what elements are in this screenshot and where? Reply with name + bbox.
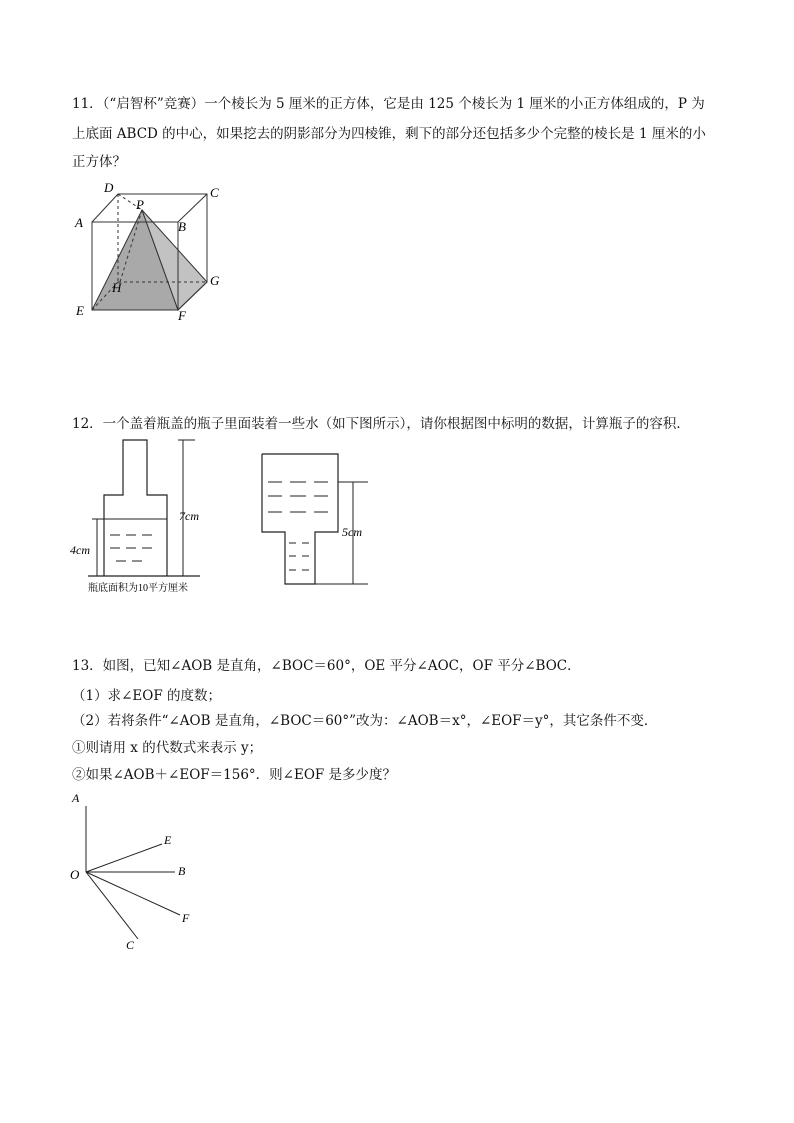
label-C: C (126, 938, 135, 952)
label-A: A (75, 215, 83, 230)
bottle-figure (70, 436, 370, 601)
q11-text-line1: 11．（“启智杯”竞赛）一个棱长为 5 厘米的正方体，它是由 125 个棱长为 1 厘米的小正方体组成的，P 为 (72, 96, 705, 112)
q13-text-line4: ①则请用 x 的代数式来表示 y； (72, 740, 263, 756)
label-A: A (72, 791, 80, 805)
q13-text-line2: （1）求∠EOF 的度数； (72, 688, 221, 704)
label-7cm: 7cm (179, 509, 199, 523)
cube-pyramid-figure (70, 178, 230, 323)
q11-text-line3: 正方体？ (72, 154, 126, 170)
label-B: B (178, 864, 186, 878)
label-F: F (182, 911, 190, 925)
q11-text-line2: 上底面 ABCD 的中心，如果挖去的阴影部分为四棱锥，剩下的部分还包括多少个完整的棱长是 1 厘米的小 (72, 126, 706, 142)
label-G: G (210, 273, 220, 288)
label-B: B (178, 219, 186, 234)
base-area-note: 瓶底面积为10平方厘米 (88, 583, 188, 594)
q13-text-line5: ②如果∠AOB＋∠EOF＝156°．则∠EOF 是多少度？ (72, 767, 397, 783)
q12-text-line1: 12．一个盖着瓶盖的瓶子里面装着一些水（如下图所示），请你根据图中标明的数据，计算瓶子的容积． (72, 416, 690, 432)
label-E: E (76, 303, 84, 318)
angle-figure (62, 786, 212, 958)
label-D: D (104, 180, 114, 195)
label-C: C (210, 185, 219, 200)
label-5cm: 5cm (342, 525, 362, 539)
label-H: H (112, 280, 122, 295)
label-4cm: 4cm (70, 543, 90, 557)
label-E: E (164, 833, 172, 847)
label-F: F (178, 308, 186, 323)
label-P: P (136, 197, 144, 212)
q13-text-line3: （2）若将条件“∠AOB 是直角，∠BOC＝60°”改为：∠AOB＝x°，∠EOF＝y°，其它条件不变． (72, 713, 658, 729)
q13-text-line1: 13．如图，已知∠AOB 是直角，∠BOC＝60°，OE 平分∠AOC，OF 平分∠BOC． (72, 658, 581, 674)
label-O: O (70, 867, 80, 882)
